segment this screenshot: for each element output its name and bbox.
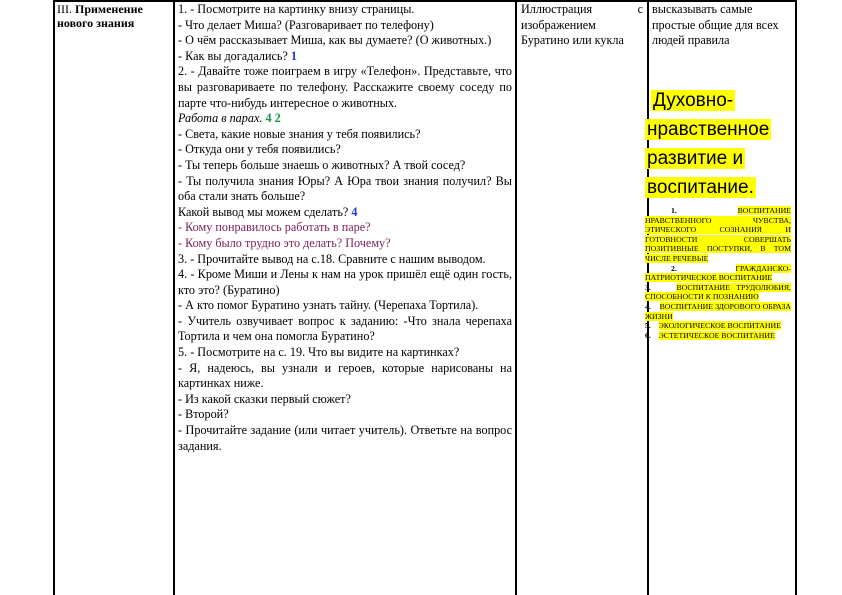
heading-line-3: развитие и [647,148,744,169]
content-text: 5. - Посмотрите на с. 19. Что вы видите на картинках? [178,345,460,360]
content-text: 4. - Кроме Миши и Лены к нам на урок пришёл ещё один гость, кто это? (Буратино) [178,267,512,297]
content-text: - Из какой сказки первый сюжет? [178,391,351,406]
content-text: - Учитель озвучивает вопрос к заданию: -Что знала черепаха Тортила и чем она помогла Буратино? [178,313,512,344]
direction-number: 6. [645,330,651,340]
direction-item [645,302,791,321]
content-mark: 4 2 [265,111,281,126]
direction-item [645,264,791,283]
direction-item [645,283,791,302]
content-line [178,267,512,298]
content-text: - Что делает Миша? (Разговаривает по телефону) [178,17,434,32]
uud-text: высказывать самые простые общие для всех людей правила [652,2,779,48]
materials-word: с [637,2,643,16]
stage-cell [57,2,171,30]
content-line [178,33,512,49]
materials-line-2: изображением [521,17,596,32]
content-text: Какой вывод мы можем сделать? [178,204,349,219]
direction-item [645,206,791,264]
content-mark: 4 [351,204,358,219]
content-line [178,220,512,236]
content-text: - Как вы догадались? [178,48,288,63]
heading-line-2: нравственное [647,119,770,140]
content-text: - Прочитайте задание (или читает учитель). Ответьте на вопрос задания. [178,423,512,453]
content-line [178,407,512,423]
stage-title: Применение нового знания [57,2,143,30]
content-line [178,64,512,111]
content-line [178,298,512,314]
content-text: - Откуда они у тебя появились? [178,142,341,157]
direction-number: 5. [645,321,651,331]
content-line [178,2,512,18]
content-line [178,174,512,205]
direction-text: ВОСПИТАНИЕ ТРУДОЛЮБИЯ, СПОСОБНОСТИ К ПОЗНАНИЮ [645,282,792,302]
heading-highlight [645,86,795,202]
direction-number: 3. [645,282,651,292]
materials-line-1 [521,2,643,18]
content-text: - А кто помог Буратино узнать тайну. (Черепаха Тортила). [178,298,479,313]
direction-item [645,321,791,331]
content-text: - Ты получила знания Юры? А Юра твои знания получил? Вы оба стали знать больше? [178,173,512,204]
content-text: - Кому понравилось работать в паре? [178,220,371,235]
content-mark: 1 [290,48,297,63]
direction-number: 1. [671,206,677,215]
content-line [178,345,512,361]
content-text: - Я, надеюсь, вы узнали и героев, которые нарисованы на картинках ниже. [178,360,512,391]
content-text: 1. - Посмотрите на картинку внизу страницы. [178,2,415,16]
content-cell [178,2,512,454]
content-text: - О чём рассказывает Миша, как вы думаете? (О животных.) [178,33,492,48]
content-text: - Ты теперь больше знаешь о животных? А твой сосед? [178,157,466,172]
direction-text: ЭКОЛОГИЧЕСКОЕ ВОСПИТАНИЕ [658,321,781,331]
direction-text: ГРАЖДАНСКО-ПАТРИОТИЧЕСКОЕ ВОСПИТАНИЕ [645,263,791,283]
content-text: - Света, какие новые знания у тебя появились? [178,126,421,141]
stage-number: III. [57,2,72,16]
content-line [178,111,512,127]
content-line [178,158,512,174]
content-text: - Второй? [178,407,229,422]
content-line [178,361,512,392]
directions-list [645,206,791,340]
content-line [178,18,512,34]
content-line [178,252,512,268]
direction-text: ВОСПИТАНИЕ НРАВСТВЕННОГО ЧУВСТВА, ЭТИЧЕСКОГО СОЗНАНИЯ И ГОТОВНОСТИ СОВЕРШАТЬ ПОЗИТИВНЫЕ ПОСТУПКИ, В ТОМ ЧИСЛЕ РЕЧЕВЫЕ [645,206,791,263]
content-line [178,49,512,65]
heading-line-4: воспитание. [647,177,754,198]
direction-number: 2. [671,263,677,273]
table-border-1 [173,0,175,595]
content-text: 3. - Прочитайте вывод на с.18. Сравните с нашим выводом. [178,251,486,266]
direction-item [645,331,791,341]
content-line [178,392,512,408]
materials-line-3: Буратино или кукла [521,33,624,48]
uud-cell [652,2,792,49]
table-border-2 [515,0,517,595]
content-line [178,127,512,143]
direction-number: 4. [645,301,651,311]
materials-cell [521,2,643,49]
content-text: Работа в парах. [178,111,263,126]
content-line [178,236,512,252]
content-line [178,314,512,345]
materials-word: Иллюстрация [521,2,593,16]
content-line [178,423,512,454]
table-border-right [795,0,797,595]
content-line [178,205,512,221]
content-line [178,142,512,158]
table-border-left [53,0,55,595]
content-text: 2. - Давайте тоже поиграем в игру «Телефон». Представьте, что вы разговариваете по телефону. Расскажите своему соседу по парте что-нибудь интересное о животных. [178,64,512,110]
content-text: - Кому было трудно это делать? Почему? [178,235,391,250]
direction-text: ВОСПИТАНИЕ ЗДОРОВОГО ОБРАЗА ЖИЗНИ [645,301,792,321]
direction-text: ЭСТЕТИЧЕСКОЕ ВОСПИТАНИЕ [658,330,775,340]
heading-line-1: Духовно- [653,90,734,111]
